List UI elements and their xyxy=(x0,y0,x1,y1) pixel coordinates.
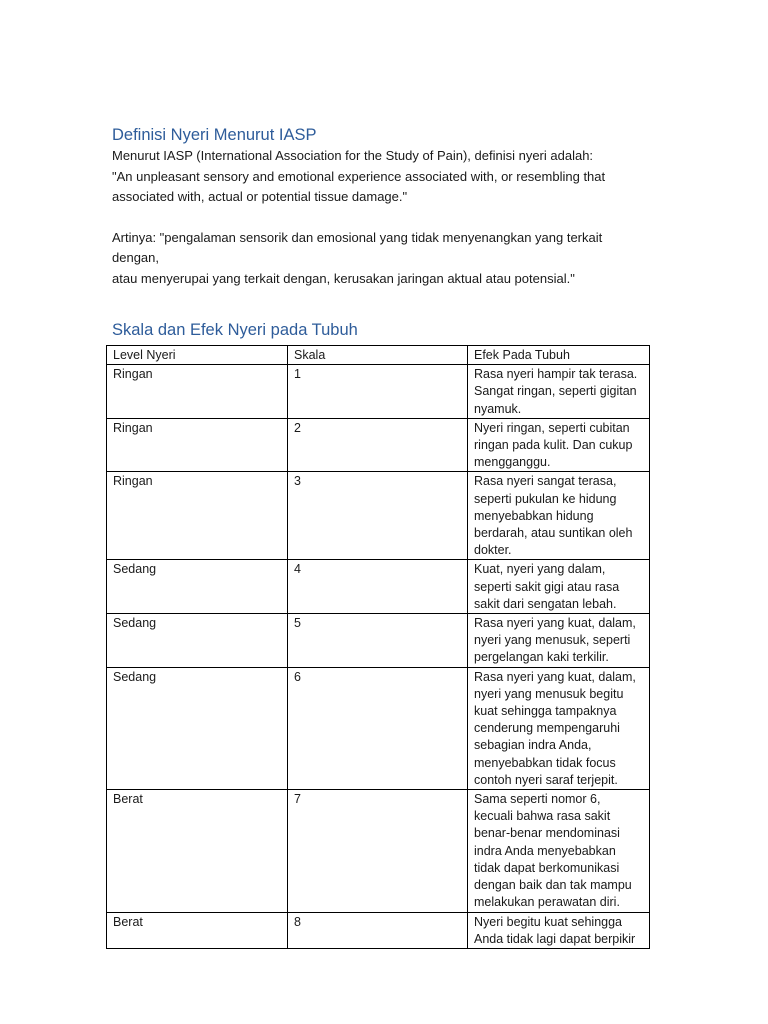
quote-line-1: "An unpleasant sensory and emotional experience associated with, or resembling that xyxy=(112,168,606,184)
cell-level: Ringan xyxy=(107,418,288,472)
table-row xyxy=(107,667,650,789)
cell-efek xyxy=(468,614,650,668)
cell-skala: 2 xyxy=(288,418,468,472)
table-header-row xyxy=(107,346,650,365)
efek-line: Nyeri ringan, seperti cubitan xyxy=(474,420,630,435)
header-efek: Efek Pada Tubuh xyxy=(468,346,650,365)
efek-line: kuat sehingga tampaknya xyxy=(474,704,617,719)
pain-scale-table xyxy=(106,345,650,949)
table-row xyxy=(107,472,650,560)
efek-line: Sama seperti nomor 6, xyxy=(474,792,601,807)
efek-line: mengganggu. xyxy=(474,455,551,470)
efek-line: berdarah, atau suntikan oleh xyxy=(474,526,633,541)
cell-skala: 3 xyxy=(288,472,468,560)
efek-line: ringan pada kulit. Dan cukup xyxy=(474,438,633,453)
efek-line: Sangat ringan, seperti gigitan xyxy=(474,384,637,399)
efek-line: seperti sakit gigi atau rasa xyxy=(474,579,620,594)
section-title-skala: Skala dan Efek Nyeri pada Tubuh xyxy=(112,321,358,339)
table-row xyxy=(107,560,650,614)
efek-line: cenderung mempengaruhi xyxy=(474,721,620,736)
efek-line: menyebabkan hidung xyxy=(474,508,594,523)
table-row xyxy=(107,614,650,668)
paragraph-spacer xyxy=(112,208,652,228)
efek-line: Kuat, nyeri yang dalam, xyxy=(474,562,606,577)
intro-text: Menurut IASP (International Association for the Study of Pain), definisi nyeri adalah: xyxy=(112,148,594,163)
cell-level: Ringan xyxy=(107,365,288,419)
efek-line: indra Anda menyebabkan xyxy=(474,843,616,858)
document-page xyxy=(112,124,652,949)
cell-level: Ringan xyxy=(107,472,288,560)
cell-efek xyxy=(468,667,650,789)
cell-level: Sedang xyxy=(107,667,288,789)
cell-efek xyxy=(468,365,650,419)
efek-line: dokter. xyxy=(474,543,512,558)
cell-skala: 6 xyxy=(288,667,468,789)
efek-line: Anda tidak lagi dapat berpikir xyxy=(474,931,636,946)
cell-efek xyxy=(468,472,650,560)
efek-line: seperti pukulan ke hidung xyxy=(474,491,617,506)
efek-line: tidak dapat berkomunikasi xyxy=(474,860,620,875)
efek-line: Rasa nyeri sangat terasa, xyxy=(474,474,617,489)
quote-line-2: associated with, actual or potential tissue damage." xyxy=(112,189,408,204)
cell-skala: 1 xyxy=(288,365,468,419)
cell-level: Sedang xyxy=(107,560,288,614)
header-skala: Skala xyxy=(288,346,468,365)
efek-line: nyeri yang menusuk begitu xyxy=(474,686,624,701)
translation-line-1: Artinya: "pengalaman sensorik dan emosional yang tidak menyenangkan yang terkait dengan, xyxy=(112,229,603,265)
efek-line: Rasa nyeri yang kuat, dalam, xyxy=(474,616,636,631)
cell-efek xyxy=(468,560,650,614)
efek-line: pergelangan kaki terkilir. xyxy=(474,650,609,665)
section-title-definisi: Definisi Nyeri Menurut IASP xyxy=(112,126,317,144)
cell-efek xyxy=(468,418,650,472)
translation-line-2: atau menyerupai yang terkait dengan, kerusakan jaringan aktual atau potensial." xyxy=(112,270,575,286)
table-row xyxy=(107,790,650,912)
cell-level: Berat xyxy=(107,790,288,912)
efek-line: melakukan perawatan diri. xyxy=(474,895,620,910)
cell-skala: 5 xyxy=(288,614,468,668)
cell-level: Sedang xyxy=(107,614,288,668)
table-row xyxy=(107,365,650,419)
efek-line: sebagian indra Anda, xyxy=(474,738,592,753)
efek-line: contoh nyeri saraf terjepit. xyxy=(474,772,618,787)
efek-line: Rasa nyeri hampir tak terasa. xyxy=(474,367,638,382)
cell-skala: 4 xyxy=(288,560,468,614)
efek-line: benar-benar mendominasi xyxy=(474,826,620,841)
efek-line: Rasa nyeri yang kuat, dalam, xyxy=(474,669,636,684)
cell-efek xyxy=(468,790,650,912)
cell-skala: 8 xyxy=(288,912,468,948)
efek-line: sakit dari sengatan lebah. xyxy=(474,596,617,611)
efek-line: Nyeri begitu kuat sehingga xyxy=(474,914,623,929)
table-row xyxy=(107,912,650,948)
table-row xyxy=(107,418,650,472)
cell-efek xyxy=(468,912,650,948)
cell-level: Berat xyxy=(107,912,288,948)
efek-line: nyamuk. xyxy=(474,401,522,416)
efek-line: menyebabkan tidak focus xyxy=(474,755,616,770)
efek-line: dengan baik dan tak mampu xyxy=(474,878,632,893)
header-level-nyeri: Level Nyeri xyxy=(107,346,288,365)
efek-line: nyeri yang menusuk, seperti xyxy=(474,633,631,648)
efek-line: kecuali bahwa rasa sakit xyxy=(474,809,611,824)
cell-skala: 7 xyxy=(288,790,468,912)
